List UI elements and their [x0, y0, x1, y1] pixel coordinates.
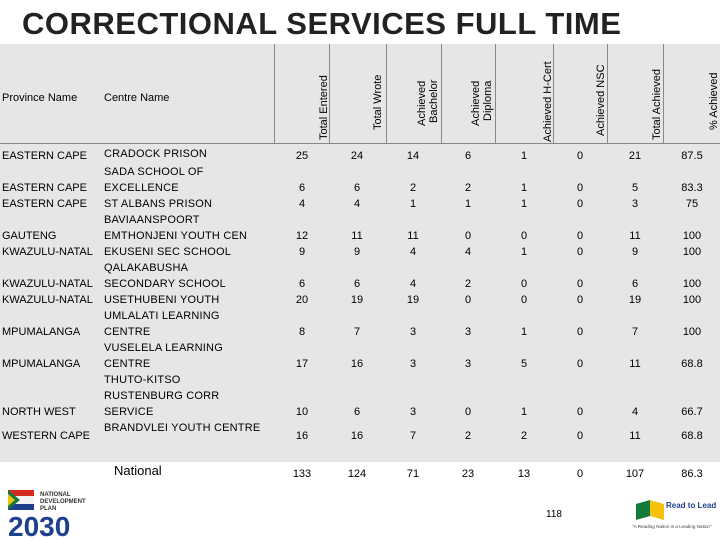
province-cell: WESTERN CAPE: [2, 430, 91, 442]
value-cell: 6: [298, 278, 306, 290]
total-value-cell: 107: [625, 468, 645, 480]
value-cell: 2: [409, 182, 417, 194]
value-cell: 1: [520, 246, 528, 258]
value-cell: 1: [520, 150, 528, 162]
table-row: [0, 212, 720, 244]
value-cell: 20: [295, 294, 309, 306]
table-row: [0, 164, 720, 196]
total-value-cell: 71: [406, 468, 420, 480]
centre-cell: SADA SCHOOL OF EXCELLENCE: [104, 166, 204, 194]
value-cell: 0: [520, 278, 528, 290]
results-table: [0, 44, 720, 462]
centre-cell: UMLALATI LEARNING CENTRE: [104, 310, 220, 338]
value-cell: 9: [631, 246, 639, 258]
value-cell: 1: [409, 198, 417, 210]
value-cell: 16: [350, 430, 364, 442]
value-cell: 3: [409, 326, 417, 338]
province-column-header: Province Name: [2, 92, 78, 104]
value-cell: 0: [464, 406, 472, 418]
value-cell: 21: [628, 150, 642, 162]
centre-column-header: Centre Name: [104, 92, 170, 104]
value-cell: 0: [576, 326, 584, 338]
value-cell: 83.3: [681, 182, 703, 194]
value-cell: 1: [464, 198, 472, 210]
centre-cell: BRANDVLEI YOUTH CENTRE: [104, 422, 261, 434]
value-cell: 8: [298, 326, 306, 338]
value-cell: 7: [353, 326, 361, 338]
value-cell: 68.8: [681, 358, 703, 370]
value-cell: 6: [353, 406, 361, 418]
province-cell: MPUMALANGA: [2, 326, 81, 338]
value-cell: 7: [409, 430, 417, 442]
value-cell: 4: [409, 278, 417, 290]
value-cell: 11: [407, 230, 419, 242]
value-cell: 9: [298, 246, 306, 258]
value-cell: 7: [631, 326, 639, 338]
value-cell: 100: [682, 278, 702, 290]
table-row: [0, 146, 720, 164]
table-row: [0, 244, 720, 260]
value-cell: 2: [464, 182, 472, 194]
value-cell: 68.8: [681, 430, 703, 442]
value-cell: 6: [353, 182, 361, 194]
value-cell: 3: [409, 358, 417, 370]
centre-cell: EKUSENI SEC SCHOOL: [104, 246, 232, 258]
value-cell: 0: [576, 182, 584, 194]
table-row: [0, 420, 720, 444]
value-cell: 3: [631, 198, 639, 210]
value-cell: 17: [295, 358, 309, 370]
national-total-row: [0, 462, 720, 482]
province-cell: KWAZULU-NATAL: [2, 294, 93, 306]
total-entered-header: Total Entered: [318, 75, 330, 140]
value-cell: 75: [685, 198, 699, 210]
value-cell: 1: [520, 182, 528, 194]
svg-text:DEVELOPMENT: DEVELOPMENT: [40, 499, 86, 505]
achieved-nsc-header: Achieved NSC: [595, 64, 607, 136]
value-cell: 100: [682, 294, 702, 306]
value-cell: 0: [576, 358, 584, 370]
value-cell: 3: [464, 326, 472, 338]
value-cell: 0: [464, 294, 472, 306]
value-cell: 1: [520, 406, 528, 418]
value-cell: 6: [298, 182, 306, 194]
value-cell: 24: [350, 150, 364, 162]
svg-text:2030: 2030: [8, 511, 71, 538]
total-wrote-header: Total Wrote: [372, 74, 384, 130]
total-value-cell: 133: [292, 468, 312, 480]
province-cell: KWAZULU-NATAL: [2, 278, 93, 290]
table-row: [0, 372, 720, 420]
value-cell: 3: [464, 358, 472, 370]
total-value-cell: 23: [461, 468, 475, 480]
province-cell: NORTH WEST: [2, 406, 76, 418]
table-row: [0, 260, 720, 292]
centre-cell: ST ALBANS PRISON: [104, 198, 213, 210]
value-cell: 5: [520, 358, 528, 370]
province-cell: EASTERN CAPE: [2, 150, 87, 162]
centre-cell: VUSELELA LEARNING CENTRE: [104, 342, 223, 370]
value-cell: 11: [629, 430, 641, 442]
value-cell: 9: [353, 246, 361, 258]
value-cell: 4: [631, 406, 639, 418]
table-row: [0, 292, 720, 308]
value-cell: 6: [353, 278, 361, 290]
value-cell: 87.5: [681, 150, 703, 162]
total-value-cell: 13: [517, 468, 531, 480]
total-achieved-header: Total Achieved: [651, 69, 663, 140]
value-cell: 0: [464, 230, 472, 242]
value-cell: 19: [628, 294, 642, 306]
value-cell: 0: [576, 278, 584, 290]
pct-achieved-header: % Achieved: [708, 72, 720, 130]
value-cell: 4: [464, 246, 472, 258]
value-cell: 0: [576, 246, 584, 258]
value-cell: 0: [576, 150, 584, 162]
table-row: [0, 340, 720, 372]
value-cell: 4: [298, 198, 306, 210]
value-cell: 0: [576, 430, 584, 442]
value-cell: 100: [682, 246, 702, 258]
value-cell: 4: [409, 246, 417, 258]
value-cell: 12: [295, 230, 309, 242]
table-row: [0, 308, 720, 340]
value-cell: 2: [520, 430, 528, 442]
value-cell: 1: [520, 326, 528, 338]
value-cell: 6: [631, 278, 639, 290]
value-cell: 6: [464, 150, 472, 162]
svg-text:PLAN: PLAN: [40, 506, 57, 512]
value-cell: 0: [576, 230, 584, 242]
read-to-lead-logo: [630, 494, 718, 534]
total-value-cell: 124: [347, 468, 367, 480]
value-cell: 66.7: [681, 406, 703, 418]
centre-cell: USETHUBENI YOUTH: [104, 294, 220, 306]
value-cell: 3: [409, 406, 417, 418]
value-cell: 16: [295, 430, 309, 442]
value-cell: 19: [406, 294, 420, 306]
value-cell: 100: [682, 326, 702, 338]
centre-cell: QALAKABUSHA SECONDARY SCHOOL: [104, 262, 226, 290]
achieved-bachelor-header-line2: Bachelor: [428, 79, 440, 123]
svg-text:"A Reading Nation is a Leading: "A Reading Nation is a Leading Nation": [632, 524, 712, 529]
centre-cell: BAVIAANSPOORT EMTHONJENI YOUTH CEN: [104, 214, 248, 242]
value-cell: 0: [520, 294, 528, 306]
province-cell: KWAZULU-NATAL: [2, 246, 93, 258]
page-number: 118: [546, 509, 562, 520]
value-cell: 0: [576, 198, 584, 210]
total-value-cell: 86.3: [681, 468, 703, 480]
value-cell: 11: [351, 230, 363, 242]
value-cell: 10: [295, 406, 309, 418]
achieved-diploma-header-line1: Achieved: [470, 80, 482, 126]
national-label: National: [114, 463, 162, 478]
svg-text:NATIONAL: NATIONAL: [40, 492, 71, 498]
achieved-hcert-header: Achieved H-Cert: [542, 61, 554, 142]
centre-cell: THUTO-KITSO RUSTENBURG CORR SERVICE: [104, 374, 220, 418]
value-cell: 16: [350, 358, 364, 370]
table-header: [0, 44, 720, 144]
province-cell: EASTERN CAPE: [2, 198, 87, 210]
achieved-diploma-header-line2: Diploma: [482, 80, 494, 121]
ndp-2030-logo: [6, 488, 132, 538]
province-cell: EASTERN CAPE: [2, 182, 87, 194]
value-cell: 11: [629, 358, 641, 370]
value-cell: 5: [631, 182, 639, 194]
value-cell: 25: [295, 150, 309, 162]
table-row: [0, 196, 720, 212]
value-cell: 14: [406, 150, 420, 162]
value-cell: 100: [682, 230, 702, 242]
value-cell: 0: [520, 230, 528, 242]
achieved-bachelor-header-line1: Achieved: [416, 80, 428, 126]
rotated-column-headers: [0, 44, 720, 144]
svg-text:Read to Lead: Read to Lead: [666, 501, 717, 510]
centre-cell: CRADOCK PRISON: [104, 148, 208, 160]
value-cell: 19: [350, 294, 364, 306]
province-cell: MPUMALANGA: [2, 358, 81, 370]
value-cell: 0: [576, 294, 584, 306]
value-cell: 4: [353, 198, 361, 210]
value-cell: 11: [629, 230, 641, 242]
value-cell: 2: [464, 278, 472, 290]
value-cell: 1: [520, 198, 528, 210]
value-cell: 2: [464, 430, 472, 442]
total-value-cell: 0: [576, 468, 584, 480]
value-cell: 0: [576, 406, 584, 418]
page-title: CORRECTIONAL SERVICES FULL TIME: [22, 6, 622, 41]
province-cell: GAUTENG: [2, 230, 57, 242]
